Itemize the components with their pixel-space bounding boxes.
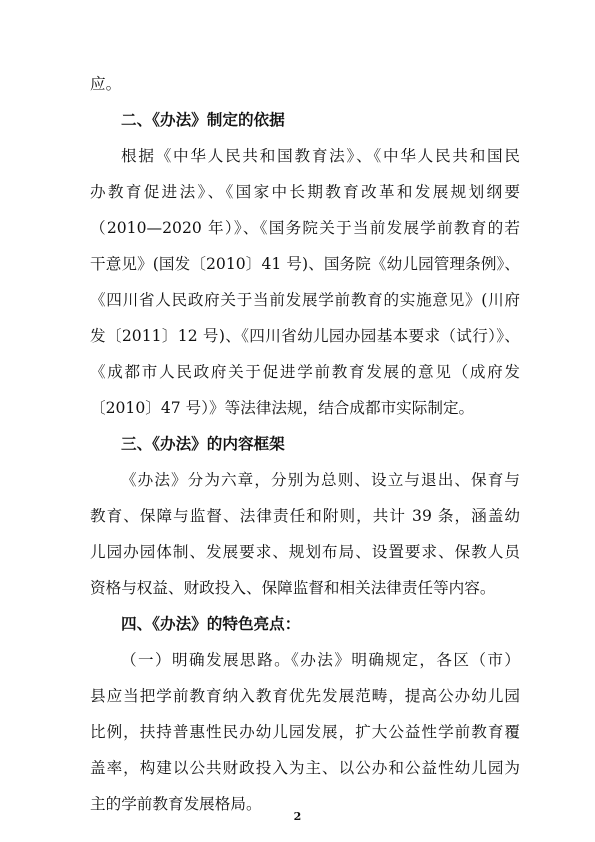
- section-heading-highlights: 四、《办法》的特色亮点：: [121, 614, 301, 633]
- body-line: 根据《中华人民共和国教育法》、《中华人民共和国民: [121, 147, 520, 165]
- body-line: 应。: [90, 75, 122, 93]
- body-line: 〔2010〕47 号）》等法律法规，结合成都市实际制定。: [90, 399, 475, 417]
- body-line: 儿园办园体制、发展要求、规划布局、设置要求、保教人员: [90, 543, 520, 561]
- body-line: 比例，扶持普惠性民办幼儿园发展，扩大公益性学前教育覆: [90, 723, 520, 741]
- body-line: 《成都市人民政府关于促进学前教育发展的意见（成府发: [90, 363, 520, 381]
- body-line: 办教育促进法》、《国家中长期教育改革和发展规划纲要: [90, 183, 520, 201]
- body-line: 《四川省人民政府关于当前发展学前教育的实施意见》(川府: [90, 291, 520, 309]
- body-line: 盖率，构建以公共财政投入为主、以公办和公益性幼儿园为: [90, 759, 520, 777]
- page-number: 2: [293, 810, 302, 823]
- body-line: 县应当把学前教育纳入教育优先发展范畴，提高公办幼儿园: [90, 687, 520, 705]
- body-line: 主的学前教育发展格局。: [90, 795, 262, 813]
- body-line: 资格与权益、财政投入、保障监督和相关法律责任等内容。: [90, 579, 496, 597]
- body-line: （一）明确发展思路。《办法》明确规定，各区（市）: [121, 651, 520, 669]
- body-line: 《办法》分为六章，分别为总则、设立与退出、保育与: [121, 471, 520, 489]
- body-line: 干意见》(国发〔2010〕41 号)、国务院《幼儿园管理条例》、: [90, 255, 520, 273]
- body-line: 发〔2011〕12 号)、《四川省幼儿园办园基本要求（试行）》、: [90, 327, 520, 345]
- section-heading-framework: 三、《办法》的内容框架: [121, 434, 285, 453]
- body-line: 教育、保障与监督、法律责任和附则，共计 39 条，涵盖幼: [90, 507, 520, 525]
- body-line: （2010—2020 年）》、《国务院关于当前发展学前教育的若: [90, 219, 520, 237]
- section-heading-basis: 二、《办法》制定的依据: [121, 110, 285, 129]
